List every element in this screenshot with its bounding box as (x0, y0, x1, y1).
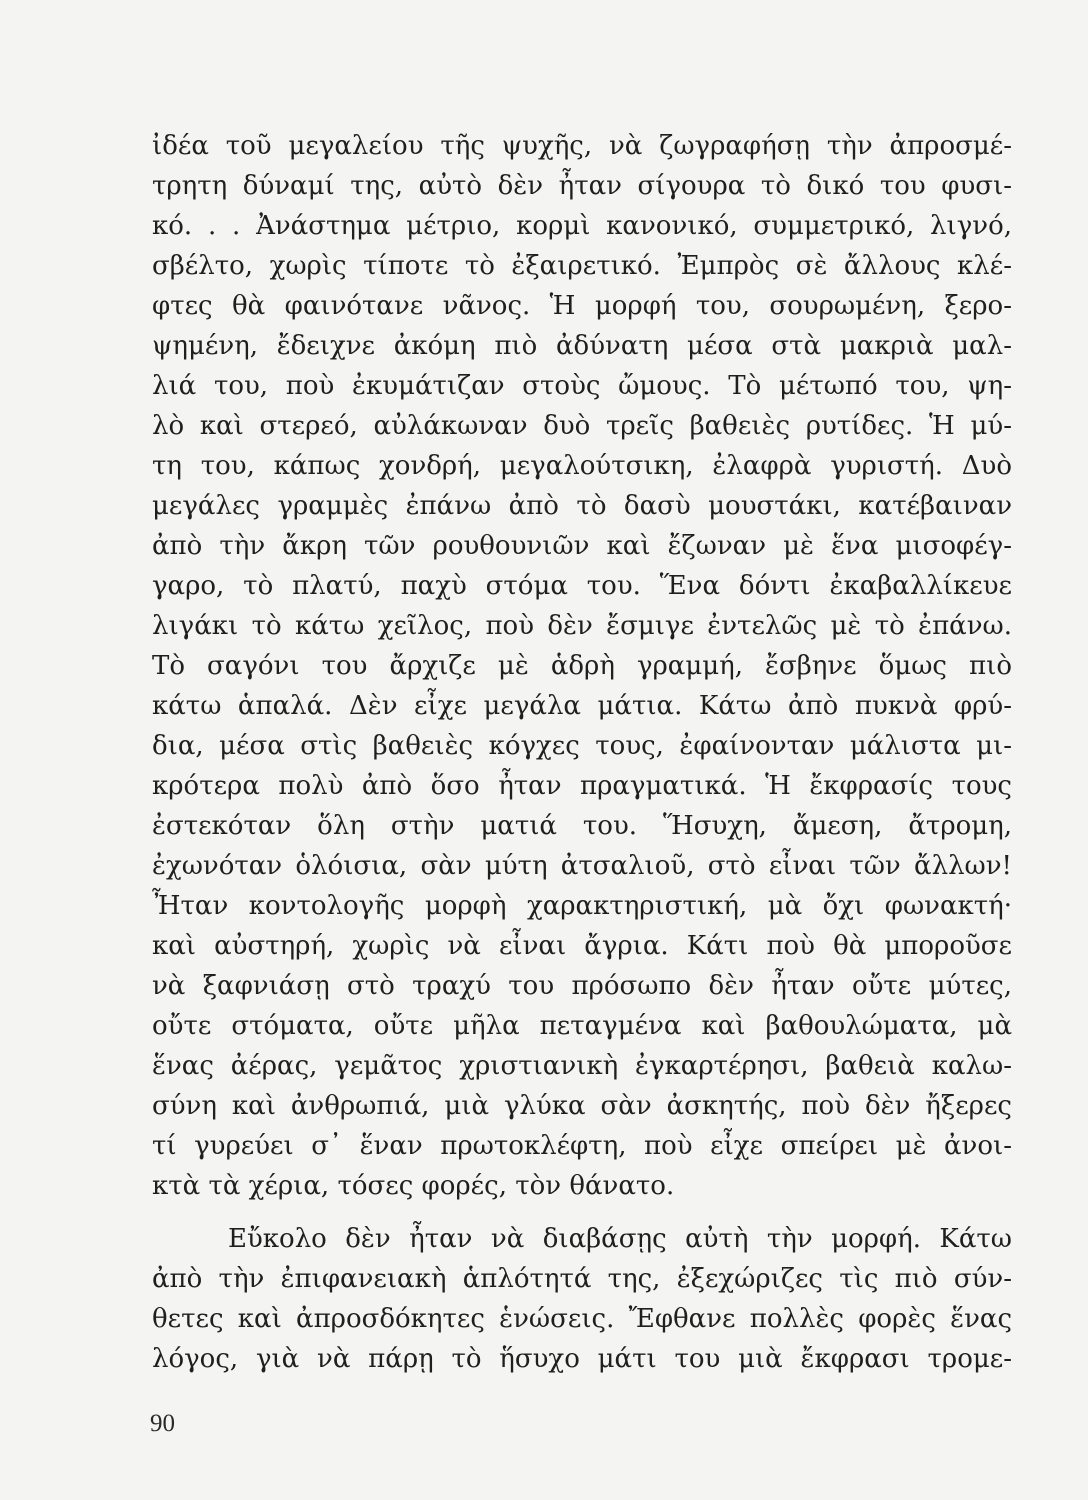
text-line: ἐστεκόταν ὅλη στὴν ματιά του. Ἥσυχη, ἄμεση, ἄτρομη, (152, 811, 1012, 841)
text-line: ἀπὸ τὴν ἐπιφανειακὴ ἁπλότητά της, ἐξεχώριζες τὶς πιὸ σύν- (152, 1264, 1012, 1294)
text-line: λὸ καὶ στερεό, αὐλάκωναν δυὸ τρεῖς βαθειὲς ρυτίδες. Ἡ μύ- (152, 411, 1012, 441)
text-line: λόγος, γιὰ νὰ πάρῃ τὸ ἥσυχο μάτι του μιὰ ἔκφρασι τρομε- (152, 1344, 1012, 1374)
text-line: σύνη καὶ ἀνθρωπιά, μιὰ γλύκα σὰν ἀσκητής, ποὺ δὲν ἤξερες (152, 1091, 1012, 1121)
text-line: λιά του, ποὺ ἐκυμάτιζαν στοὺς ὤμους. Τὸ μέτωπό του, ψη- (152, 371, 1012, 401)
text-line: ἰδέα τοῦ μεγαλείου τῆς ψυχῆς, νὰ ζωγραφήσῃ τὴν ἀπροσμέ- (152, 131, 1012, 161)
text-line: δια, μέσα στὶς βαθειὲς κόγχες τους, ἐφαίνονταν μάλιστα μι- (152, 731, 1012, 761)
text-line: οὔτε στόματα, οὔτε μῆλα πεταγμένα καὶ βαθουλώματα, μὰ (152, 1011, 1012, 1041)
text-line: κάτω ἁπαλά. Δὲν εἶχε μεγάλα μάτια. Κάτω ἀπὸ πυκνὰ φρύ- (152, 691, 1012, 721)
text-line: ἀπὸ τὴν ἄκρη τῶν ρουθουνιῶν καὶ ἔζωναν μὲ ἕνα μισοφέγ- (152, 531, 1012, 561)
text-line: θετες καὶ ἀπροσδόκητες ἑνώσεις. Ἔφθανε πολλὲς φορὲς ἕνας (152, 1304, 1012, 1334)
text-line: κρότερα πολὺ ἀπὸ ὅσο ἦταν πραγματικά. Ἡ ἔκφρασίς τους (152, 771, 1012, 801)
text-line-last: κτὰ τὰ χέρια, τόσες φορές, τὸν θάνατο. (152, 1171, 675, 1201)
text-line: ψημένη, ἔδειχνε ἀκόμη πιὸ ἀδύνατη μέσα στὰ μακριὰ μαλ- (152, 331, 1012, 361)
text-line: ἐχωνόταν ὁλόισια, σὰν μύτη ἀτσαλιοῦ, στὸ εἶναι τῶν ἄλλων! (152, 851, 1012, 881)
text-line-indented: Εὔκολο δὲν ἦταν νὰ διαβάσῃς αὐτὴ τὴν μορφή. Κάτω (228, 1224, 1012, 1254)
text-line: τρητη δύναμί της, αὐτὸ δὲν ἦταν σίγουρα τὸ δικό του φυσι- (152, 171, 1012, 201)
text-line: γαρο, τὸ πλατύ, παχὺ στόμα του. Ἕνα δόντι ἐκαβαλλίκευε (152, 571, 1012, 601)
text-line: ἕνας ἀέρας, γεμᾶτος χριστιανικὴ ἐγκαρτέρησι, βαθειὰ καλω- (152, 1051, 1012, 1081)
text-line: κό. . . Ἀνάστημα μέτριο, κορμὶ κανονικό, συμμετρικό, λιγνό, (152, 211, 1012, 241)
text-line: Τὸ σαγόνι του ἄρχιζε μὲ ἁδρὴ γραμμή, ἔσβηνε ὅμως πιὸ (152, 651, 1012, 681)
text-line: φτες θὰ φαινότανε νᾶνος. Ἡ μορφή του, σουρωμένη, ξερο- (152, 291, 1012, 321)
text-line: λιγάκι τὸ κάτω χεῖλος, ποὺ δὲν ἔσμιγε ἐντελῶς μὲ τὸ ἐπάνω. (152, 611, 1012, 641)
text-line: νὰ ξαφνιάσῃ στὸ τραχύ του πρόσωπο δὲν ἦταν οὔτε μύτες, (152, 971, 1012, 1001)
text-line: μεγάλες γραμμὲς ἐπάνω ἀπὸ τὸ δασὺ μουστάκι, κατέβαιναν (152, 491, 1012, 521)
text-line: τη του, κάπως χονδρή, μεγαλούτσικη, ἐλαφρὰ γυριστή. Δυὸ (152, 451, 1012, 481)
text-line: καὶ αὐστηρή, χωρὶς νὰ εἶναι ἄγρια. Κάτι ποὺ θὰ μποροῦσε (152, 931, 1012, 961)
text-line: τί γυρεύει σ᾽ ἕναν πρωτοκλέφτη, ποὺ εἶχε σπείρει μὲ ἀνοι- (152, 1131, 1012, 1161)
text-line: σβέλτο, χωρὶς τίποτε τὸ ἐξαιρετικό. Ἐμπρὸς σὲ ἄλλους κλέ- (152, 251, 1012, 281)
page-number: 90 (150, 1410, 175, 1437)
text-line: Ἦταν κοντολογῆς μορφὴ χαρακτηριστική, μὰ ὄχι φωνακτή· (152, 891, 1012, 921)
